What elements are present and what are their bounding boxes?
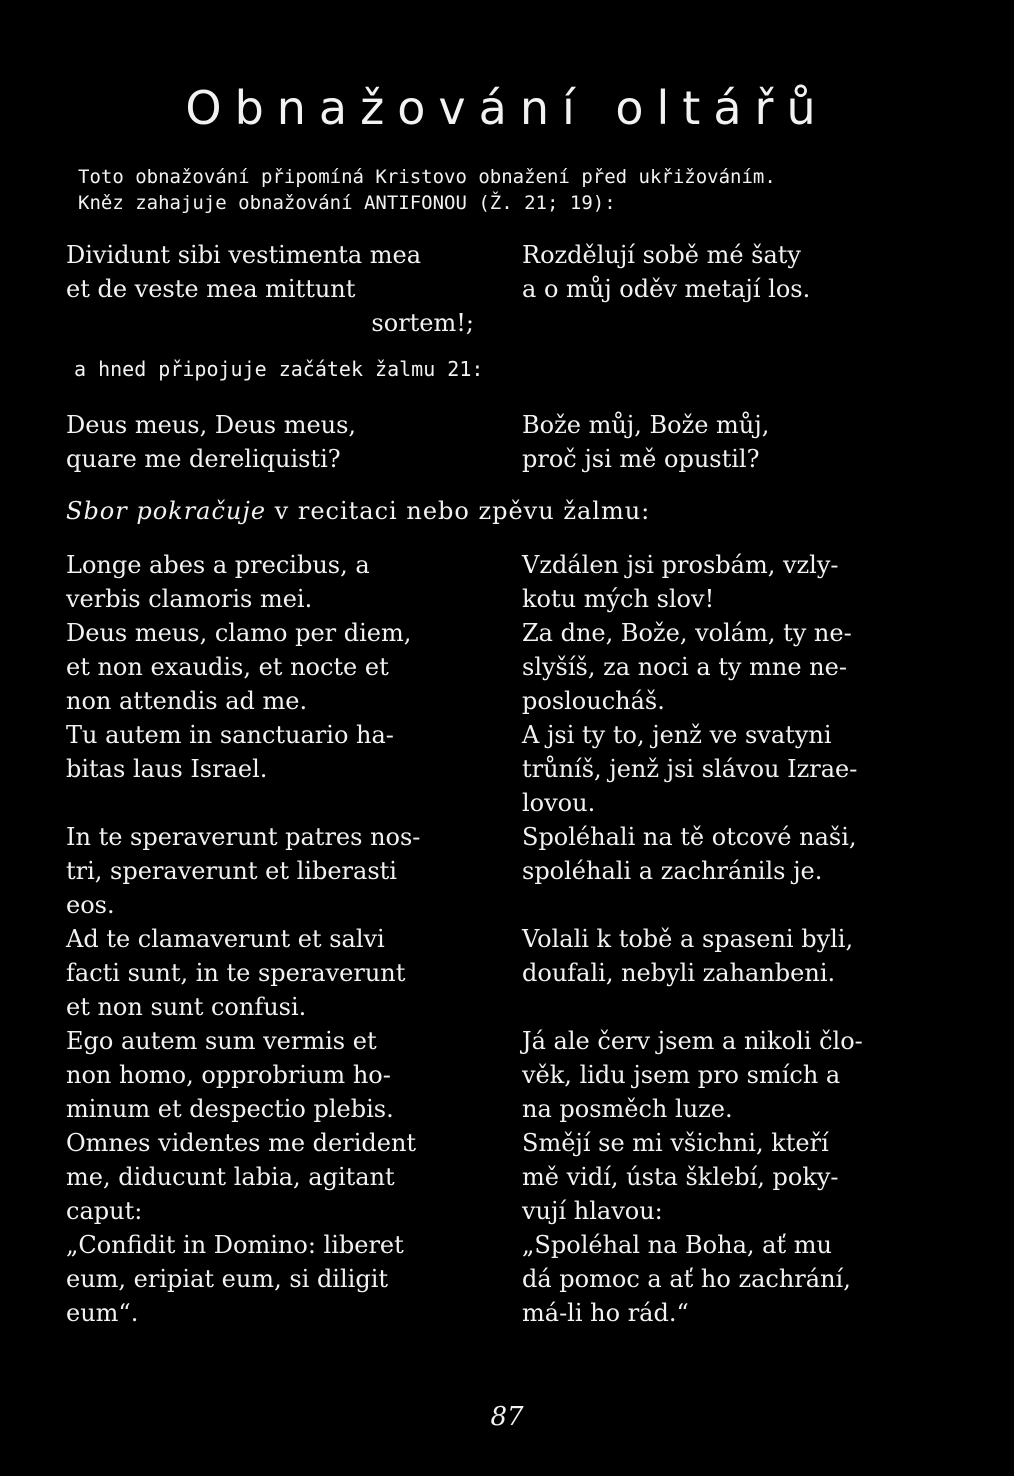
spacer <box>522 990 962 1024</box>
latin-line: caput: <box>66 1197 143 1225</box>
czech-line: mě vidí, ústa šklebí, poky- <box>522 1163 839 1191</box>
spacer <box>66 786 496 820</box>
czech-line: posloucháš. <box>522 687 665 715</box>
psalm-start-latin-line: Deus meus, Deus meus, <box>66 411 357 439</box>
latin-line: facti sunt, in te speraverunt <box>66 959 406 987</box>
czech-line: dá pomoc a ať ho zachrání, <box>522 1265 851 1293</box>
latin-line: bitas laus Israel. <box>66 755 268 783</box>
antiphon-latin-line: Dividunt sibi vestimenta mea <box>66 241 422 269</box>
psalm-start-czech <box>522 408 962 476</box>
page-number: 87 <box>490 1402 524 1432</box>
latin-line: „Confidit in Domino: liberet <box>66 1231 404 1259</box>
latin-line: non homo, opprobrium ho- <box>66 1061 391 1089</box>
latin-line: eum, eripiat eum, si diligit <box>66 1265 389 1293</box>
rubric-choir <box>66 494 650 528</box>
czech-line: vují hlavou: <box>522 1197 663 1225</box>
latin-line: Deus meus, clamo per diem, <box>66 619 412 647</box>
latin-line: tri, speraverunt et liberasti <box>66 857 397 885</box>
latin-line: verbis clamoris mei. <box>66 585 313 613</box>
antiphon-latin-line: et de veste mea mittunt <box>66 275 356 303</box>
latin-line: et non sunt confusi. <box>66 993 307 1021</box>
intro-line-1: Toto obnažování připomíná Kristovo obnažení před ukřižováním. <box>78 166 776 188</box>
psalm-start-czech-line: proč jsi mě opustil? <box>522 445 760 473</box>
czech-line: Za dne, Bože, volám, ty ne- <box>522 619 852 647</box>
antiphon-czech <box>522 238 962 306</box>
antiphon-czech-line: Rozdělují sobě mé šaty <box>522 241 801 269</box>
czech-line: Spoléhali na tě otcové naši, <box>522 823 857 851</box>
latin-line: Longe abes a precibus, a <box>66 551 370 579</box>
czech-line: A jsi ty to, jenž ve svatyni <box>522 721 832 749</box>
latin-line: Omnes videntes me derident <box>66 1129 417 1157</box>
latin-line: In te speraverunt patres nos- <box>66 823 421 851</box>
czech-line: Volali k tobě a spaseni byli, <box>522 925 854 953</box>
psalm-start-latin-line: quare me dereliquisti? <box>66 445 341 473</box>
latin-line: Ad te clamaverunt et salvi <box>66 925 385 953</box>
czech-line: „Spoléhal na Boha, ať mu <box>522 1231 832 1259</box>
czech-line: doufali, nebyli zahanbeni. <box>522 959 836 987</box>
spacer <box>522 888 962 922</box>
rubric-choir-italic: Sbor pokračuje <box>66 497 267 525</box>
latin-line: eos. <box>66 891 115 919</box>
czech-line: věk, lidu jsem pro smích a <box>522 1061 841 1089</box>
latin-line: et non exaudis, et nocte et <box>66 653 389 681</box>
latin-line: Tu autem in sanctuario ha- <box>66 721 394 749</box>
czech-line: má-li ho rád.“ <box>522 1299 689 1327</box>
latin-line: Ego autem sum vermis et <box>66 1027 377 1055</box>
latin-line: non attendis ad me. <box>66 687 308 715</box>
czech-line: spoléhali a zachránils je. <box>522 857 823 885</box>
psalm-latin-column <box>66 548 496 1330</box>
czech-line: lovou. <box>522 789 596 817</box>
czech-line: kotu mých slov! <box>522 585 715 613</box>
czech-line: na posměch luze. <box>522 1095 733 1123</box>
antiphon-latin <box>66 238 496 340</box>
psalm-czech-column <box>522 548 962 1330</box>
intro-line-2: Kněz zahajuje obnažování ANTIFONOU (Ž. 21; 19): <box>78 192 616 214</box>
latin-line: minum et despectio plebis. <box>66 1095 394 1123</box>
psalm-start-czech-line: Bože můj, Bože můj, <box>522 411 770 439</box>
czech-line: Smějí se mi všichni, kteří <box>522 1129 829 1157</box>
rubric-psalm-start: a hned připojuje začátek žalmu 21: <box>74 357 484 381</box>
czech-line: trůníš, jenž jsi slávou Izrae- <box>522 755 858 783</box>
czech-line: slyšíš, za noci a ty mne ne- <box>522 653 847 681</box>
latin-line: me, diducunt labia, agitant <box>66 1163 395 1191</box>
antiphon-czech-line: a o můj oděv metají los. <box>522 275 811 303</box>
psalm-start-latin <box>66 408 496 476</box>
latin-line: eum“. <box>66 1299 139 1327</box>
czech-line: Vzdálen jsi prosbám, vzly- <box>522 551 839 579</box>
page-title: Obnažování oltářů <box>185 81 829 135</box>
rubric-choir-text: v recitaci nebo zpěvu žalmu: <box>266 497 651 525</box>
antiphon-latin-line: sortem!; <box>371 309 474 337</box>
czech-line: Já ale červ jsem a nikoli člo- <box>522 1027 863 1055</box>
